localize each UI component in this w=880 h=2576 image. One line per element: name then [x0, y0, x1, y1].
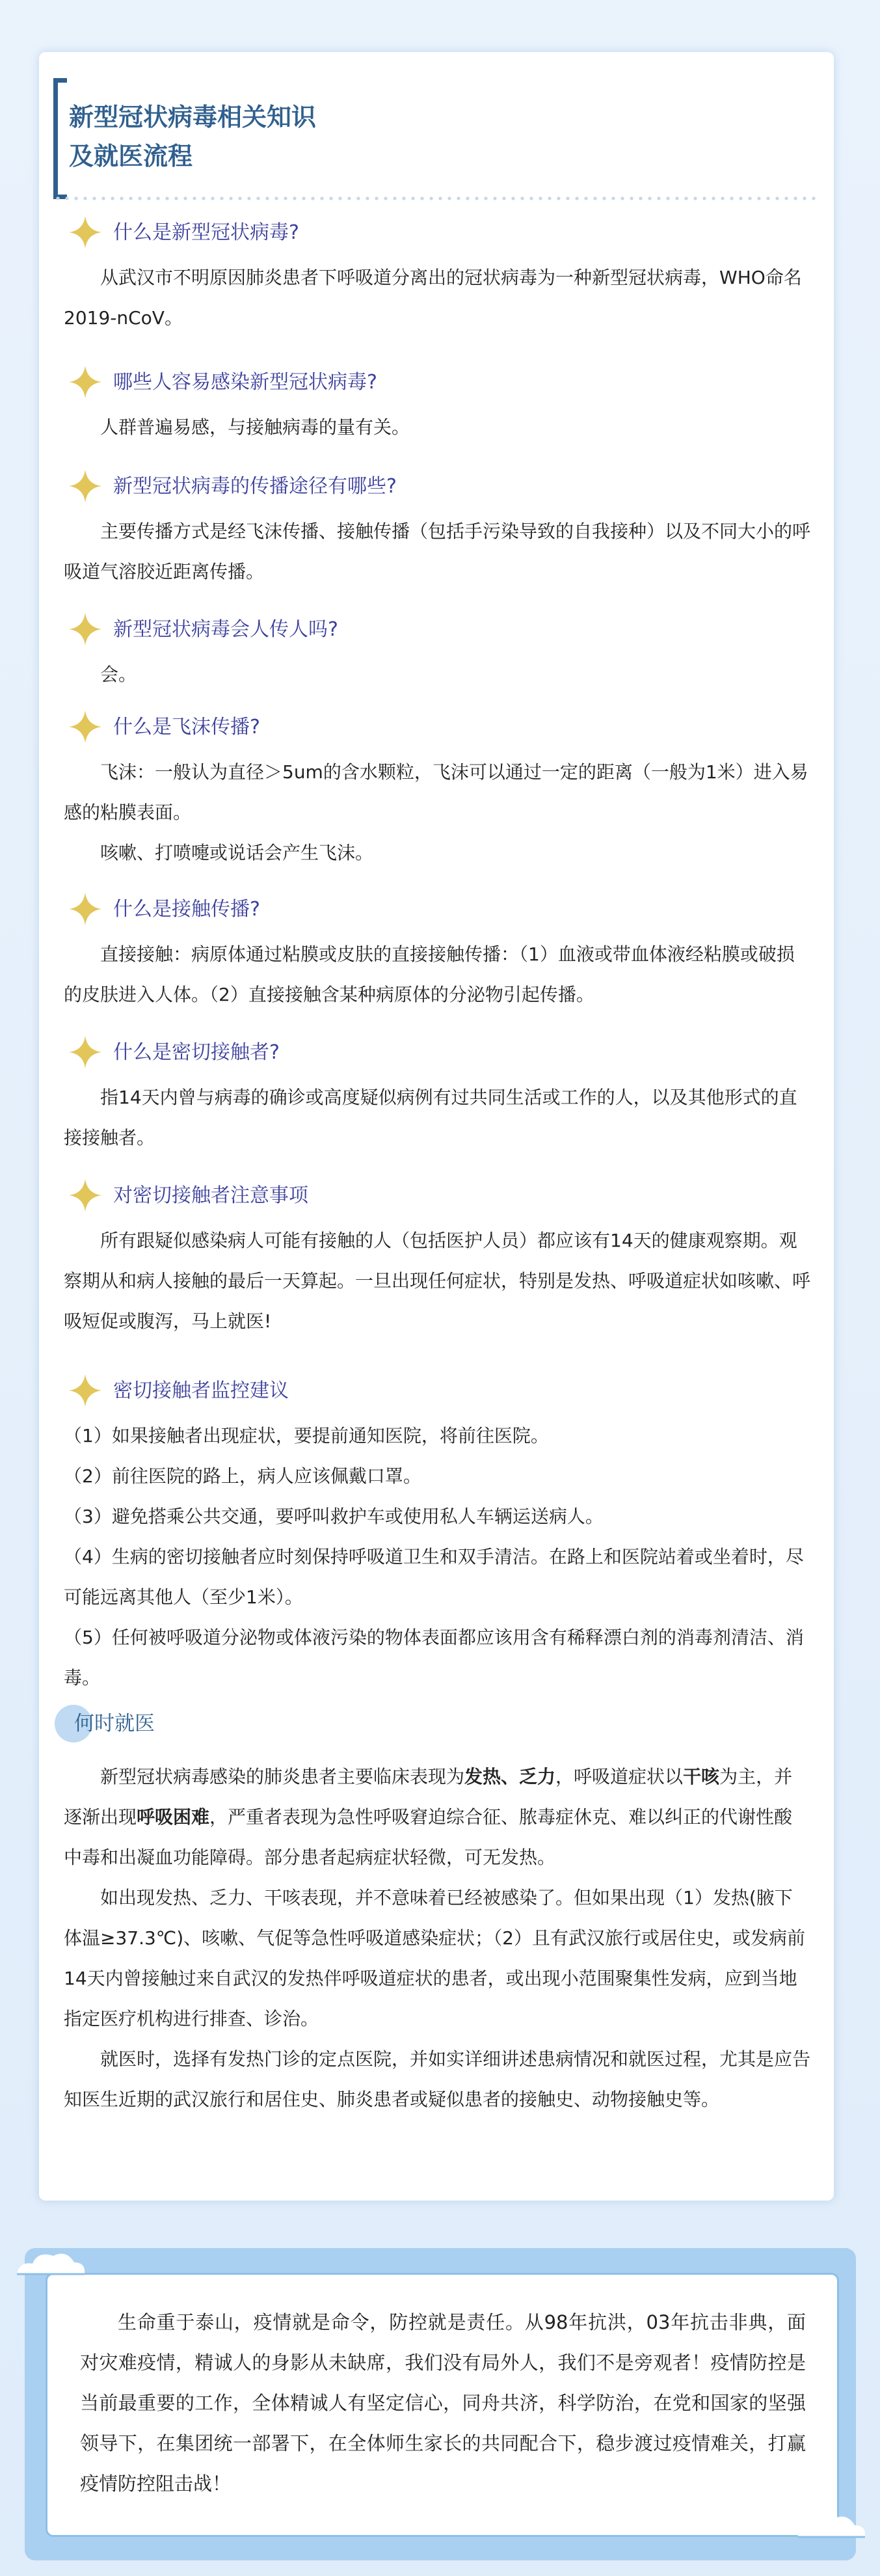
- star-icon: [68, 891, 103, 927]
- list-item: （1）如果接触者出现症状，要提前通知医院，将前往医院。: [64, 1425, 549, 1446]
- answer-paragraph: 咳嗽、打喷嚏或说话会产生飞沫。: [100, 842, 374, 863]
- page-title: 新型冠状病毒相关知识 及就医流程: [69, 103, 317, 170]
- question-text: 哪些人容易感染新型冠状病毒?: [113, 371, 377, 394]
- list-item: （5）任何被呼吸道分泌物或体液污染的物体表面都应该用含有稀释漂白剂的消毒剂清洁、消毒。: [64, 1627, 804, 1688]
- star-icon: [68, 1035, 103, 1070]
- question-text: 什么是飞沫传播?: [113, 716, 260, 739]
- cloud-icon: [792, 2508, 870, 2547]
- question-text: 新型冠状病毒会人传人吗?: [113, 618, 338, 641]
- answer-paragraph: 指14天内曾与病毒的确诊或高度疑似病例有过共同生活或工作的人，以及其他形式的直接接触者。: [64, 1087, 797, 1148]
- question-text: 什么是接触传播?: [113, 898, 260, 921]
- article-card: [39, 52, 834, 2201]
- question-heading: [39, 709, 834, 748]
- question-heading: [39, 891, 834, 930]
- faq-section: [39, 1373, 834, 1698]
- faq-section: [39, 612, 834, 695]
- star-icon: [68, 1373, 103, 1408]
- question-text: 对密切接触者注意事项: [113, 1184, 308, 1207]
- answer-paragraph: 人群普遍易感，与接触病毒的量有关。: [100, 416, 410, 438]
- answer-paragraph: 会。: [100, 664, 137, 685]
- cloud-icon: [10, 2245, 88, 2285]
- question-heading: [39, 215, 834, 254]
- list-item: （2）前往医院的路上，病人应该佩戴口罩。: [64, 1465, 421, 1487]
- faq-section: [39, 709, 834, 873]
- question-text: 密切接触者监控建议: [113, 1379, 289, 1402]
- question-heading: [39, 612, 834, 651]
- closing-text: 生命重于泰山，疫情就是命令，防控就是责任。从98年抗洪，03年抗击非典，面对灾难疫情，精诚人的身影从未缺席，我们没有局外人，我们不是旁观者！疫情防控是当前最重要的工作，全体精诚人有坚定信心，同舟共济，科学防治，在党和国家的坚强领导下，在集团统一部署下，在全体师生家长的共同配合下，稳步渡过疫情难关，打赢疫情防控阻击战！: [80, 2311, 806, 2495]
- question-heading: [39, 1035, 834, 1074]
- when-heading: [55, 1705, 315, 1744]
- question-text: 新型冠状病毒的传播途径有哪些?: [113, 475, 397, 498]
- when-heading-text: 何时就医: [74, 1712, 155, 1735]
- closing-inner: [46, 2273, 839, 2537]
- star-icon: [68, 1178, 103, 1213]
- faq-section: [39, 215, 834, 338]
- star-icon: [68, 709, 103, 744]
- question-text: 什么是密切接触者?: [113, 1041, 280, 1064]
- star-icon: [68, 612, 103, 647]
- answer-paragraph: 主要传播方式是经飞沫传播、接触传播（包括手污染导致的自我接种）以及不同大小的呼吸道气溶胶近距离传播。: [64, 521, 811, 582]
- when-paragraph-3: 就医时，选择有发热门诊的定点医院，并如实详细讲述患病情况和就医过程，尤其是应告知医生近期的武汉旅行和居住史、肺炎患者或疑似患者的接触史、动物接触史等。: [64, 2048, 811, 2110]
- star-icon: [68, 468, 103, 504]
- when-body: [39, 1757, 834, 2120]
- faq-section: [39, 468, 834, 592]
- dotted-divider: [53, 197, 820, 200]
- question-heading: [39, 1178, 834, 1217]
- when-paragraph-1: 新型冠状病毒感染的肺炎患者主要临床表现为发热、乏力，呼吸道症状以干咳为主，并逐渐出现呼吸困难，严重者表现为急性呼吸窘迫综合征、脓毒症休克、难以纠正的代谢性酸中毒和出凝血功能障碍。部分患者起病症状轻微，可无发热。: [64, 1766, 793, 1868]
- question-heading: [39, 1373, 834, 1412]
- title-bracket: [53, 78, 67, 199]
- answer-paragraph: 从武汉市不明原因肺炎患者下呼吸道分离出的冠状病毒为一种新型冠状病毒，WHO命名2019-nCoV。: [64, 267, 802, 329]
- faq-section: [39, 891, 834, 1015]
- star-icon: [68, 215, 103, 250]
- star-icon: [68, 364, 103, 400]
- question-text: 什么是新型冠状病毒?: [113, 221, 299, 244]
- question-heading: [39, 364, 834, 403]
- closing-box: [25, 2248, 856, 2560]
- faq-section: [39, 364, 834, 448]
- answer-paragraph: 飞沫：一般认为直径＞5um的含水颗粒，飞沫可以通过一定的距离（一般为1米）进入易感的粘膜表面。: [64, 761, 808, 823]
- list-item: （4）生病的密切接触者应时刻保持呼吸道卫生和双手清洁。在路上和医院站着或坐着时，尽可能远离其他人（至少1米）。: [64, 1546, 804, 1608]
- faq-section: [39, 1035, 834, 1158]
- answer-paragraph: 所有跟疑似感染病人可能有接触的人（包括医护人员）都应该有14天的健康观察期。观察期从和病人接触的最后一天算起。一旦出现任何症状，特别是发热、呼吸道症状如咳嗽、呼吸短促或腹泻，马上就医!: [64, 1230, 811, 1332]
- question-heading: [39, 468, 834, 508]
- answer-paragraph: 直接接触：病原体通过粘膜或皮肤的直接接触传播：（1）血液或带血体液经粘膜或破损的皮肤进入人体。（2）直接接触含某种病原体的分泌物引起传播。: [64, 943, 795, 1005]
- when-paragraph-2: 如出现发热、乏力、干咳表现，并不意味着已经被感染了。但如果出现（1）发热(腋下体温≥37.3℃)、咳嗽、气促等急性呼吸道感染症状；（2）且有武汉旅行或居住史，或发病前14天内曾接触过来自武汉的发热伴呼吸道症状的患者，或出现小范围聚集性发病，应到当地指定医疗机构进行排查、诊治。: [64, 1887, 805, 2029]
- faq-section: [39, 1178, 834, 1342]
- list-item: （3）避免搭乘公共交通，要呼叫救护车或使用私人车辆运送病人。: [64, 1506, 604, 1527]
